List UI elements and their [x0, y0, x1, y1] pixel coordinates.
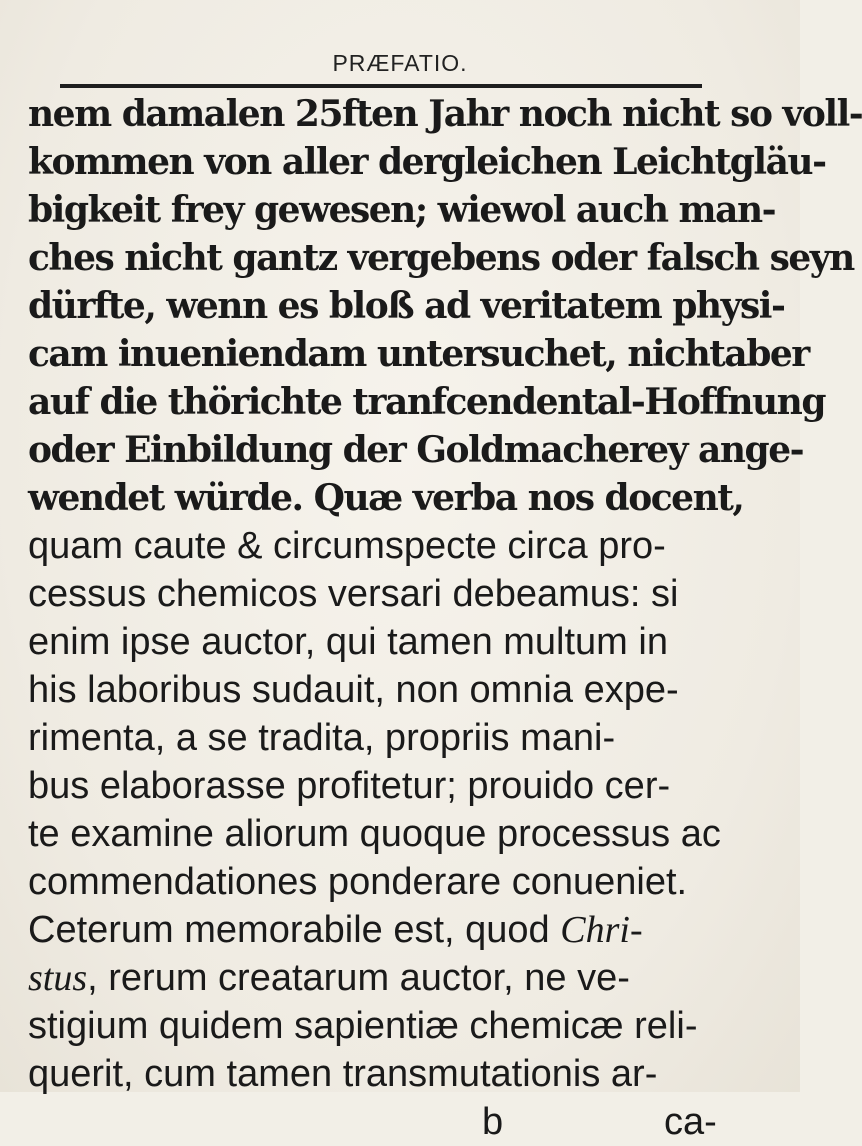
header-rule: [60, 84, 702, 88]
italic-name: Chri-: [560, 909, 643, 951]
text-line: cam inueniendam untersuchet, nichtaber: [28, 333, 809, 375]
text-line: kommen von aller dergleichen Leichtgläu-: [28, 141, 826, 183]
text-line: te examine aliorum quoque processus ac: [28, 813, 721, 855]
text-line: his laboribus sudauit, non omnia expe-: [28, 669, 679, 711]
text-segment: , rerum creatarum auctor, ne ve-: [87, 957, 630, 999]
text-line: auf die thörichte tranfcendental-Hoffnung: [28, 381, 826, 423]
text-line: rimenta, a se tradita, propriis mani-: [28, 717, 616, 759]
text-line: nem damalen 25ften Jahr noch nicht so voll-: [28, 93, 862, 135]
italic-name: stus: [28, 957, 88, 999]
text-line: ches nicht gantz vergebens oder falsch seyn: [28, 237, 854, 279]
text-line: querit, cum tamen transmutationis ar-: [28, 1053, 658, 1095]
text-line: oder Einbildung der Goldmacherey ange-: [28, 429, 804, 471]
text-line: cessus chemicos versari debeamus: si: [28, 573, 679, 615]
signature-mark: b: [482, 1101, 504, 1143]
text-line: dürfte, wenn es bloß ad veritatem physi-: [28, 285, 785, 327]
text-line: [28, 954, 768, 1002]
text-line: commendationes ponderare conueniet.: [28, 861, 688, 903]
text-line: [28, 906, 768, 954]
text-line: bus elaborasse profitetur; prouido cer-: [28, 765, 671, 807]
text-line: stigium quidem sapientiæ chemicæ reli-: [28, 1005, 698, 1047]
text-segment: Ceterum memorabile est, quod: [28, 909, 550, 951]
body-text: [28, 90, 862, 1146]
text-line: quam caute & circumspecte circa pro-: [28, 525, 666, 567]
page-header-title: PRÆFATIO.: [332, 50, 468, 76]
text-line: wendet würde. Quæ verba nos docent,: [28, 477, 744, 519]
text-line: bigkeit frey gewesen; wiewol auch man-: [28, 189, 776, 231]
text-line: enim ipse auctor, qui tamen multum in: [28, 621, 668, 663]
footer-line: [28, 1098, 768, 1146]
catchword: ca-: [664, 1101, 717, 1143]
